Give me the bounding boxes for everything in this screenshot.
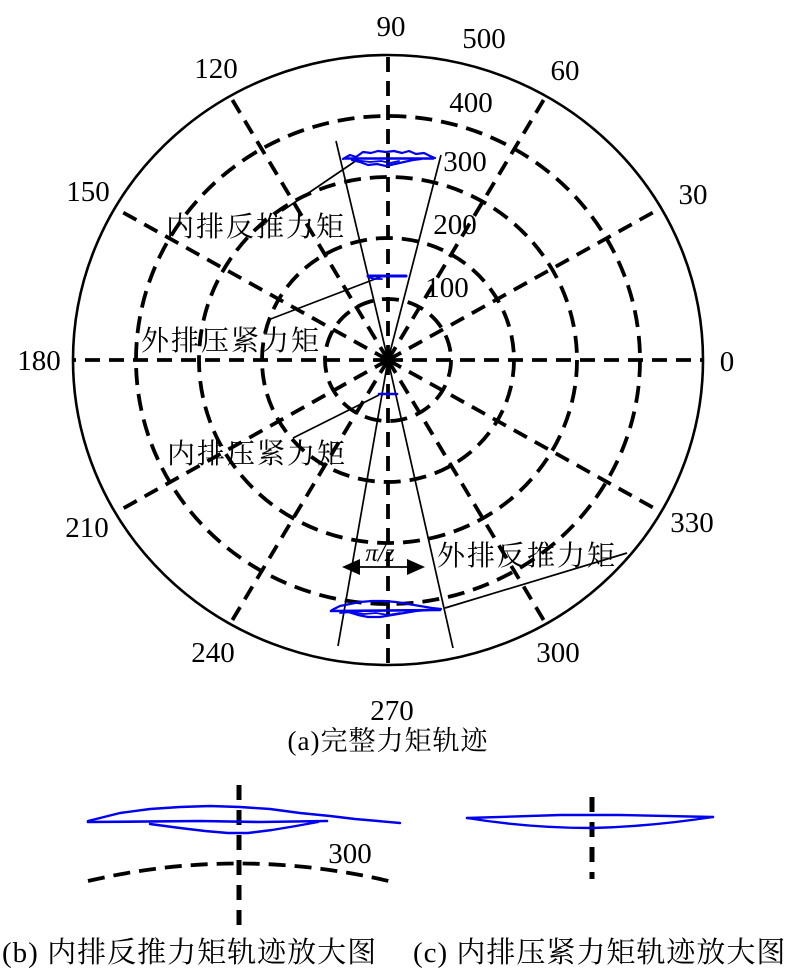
radial-label-300: 300 (443, 146, 487, 178)
trace-lower-outline (150, 822, 318, 833)
subfig-b-trace (88, 806, 400, 833)
torque-annotations (141, 211, 617, 572)
subfig-b-radial-label-300: 300 (328, 838, 372, 870)
radial-label-500: 500 (462, 23, 506, 55)
angle-label-60: 60 (550, 55, 580, 87)
label-outer-clamp-torque: 外排压紧力矩 (141, 326, 322, 357)
caption-a: (a)完整力矩轨迹 (287, 726, 489, 756)
radial-label-200: 200 (433, 209, 477, 241)
polar-plot (17, 11, 734, 756)
label-pi-over-z: π/z (365, 540, 395, 567)
pointer-outer-clamp (268, 276, 383, 320)
angle-label-240: 240 (191, 637, 235, 669)
captions (2, 936, 786, 969)
subfig-b (88, 785, 400, 927)
sector-line-top-right (388, 155, 441, 360)
label-inner-clamp-torque: 内排压紧力矩 (167, 439, 348, 470)
angle-label-120: 120 (194, 53, 238, 85)
angle-label-210: 210 (65, 512, 109, 544)
angle-label-300: 300 (536, 637, 580, 669)
label-inner-reverse-torque: 内排反推力矩 (166, 212, 347, 243)
angle-label-270: 270 (370, 695, 414, 727)
angle-label-150: 150 (66, 176, 110, 208)
sector-line-top-left (336, 141, 388, 360)
angle-label-180: 180 (17, 345, 61, 377)
caption-b: (b) 内排反推力矩轨迹放大图 (2, 937, 378, 969)
subfig-c (467, 797, 713, 879)
radial-label-400: 400 (449, 87, 493, 119)
angle-label-330: 330 (670, 507, 714, 539)
angle-tick-labels (17, 11, 734, 727)
angle-label-90: 90 (376, 11, 406, 43)
pi-z-arrowhead-right (407, 559, 425, 575)
label-outer-reverse-torque: 外排反推力矩 (437, 541, 618, 572)
spoke-210 (115, 360, 388, 513)
trace-upper-line (467, 815, 713, 818)
trace-middle-line (88, 821, 327, 822)
radial-label-100: 100 (425, 272, 469, 304)
angle-label-0: 0 (719, 346, 735, 378)
caption-c: (c) 内排压紧力矩轨迹放大图 (413, 937, 787, 969)
angle-label-30: 30 (678, 179, 708, 211)
pointer-inner-reverse (282, 158, 360, 211)
